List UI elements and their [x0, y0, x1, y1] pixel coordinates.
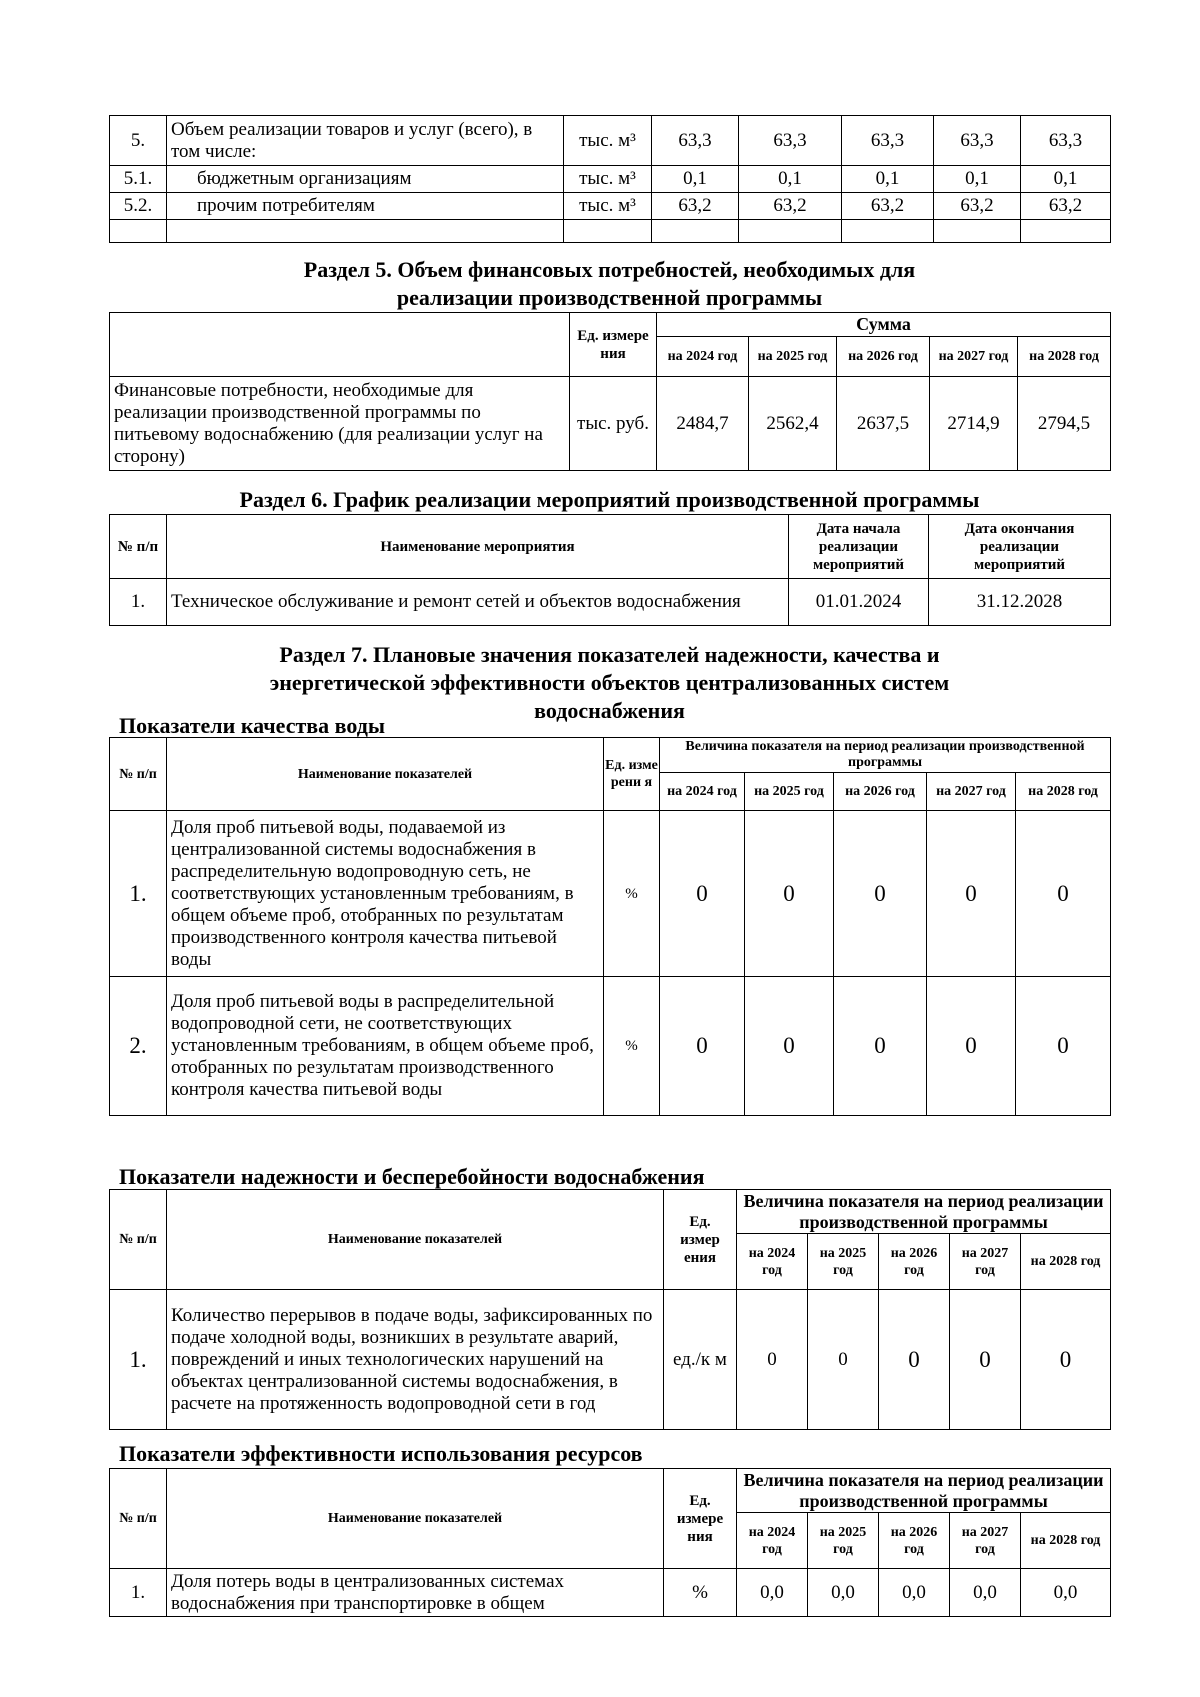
year-header: на 2025 год — [808, 1513, 879, 1569]
row-unit: тыс. руб. — [570, 377, 657, 471]
end-date: 31.12.2028 — [929, 579, 1111, 626]
table-header-row — [110, 738, 1111, 773]
value-cell: 0 — [879, 1290, 950, 1430]
row-unit: тыс. м³ — [564, 166, 652, 193]
unit-header: Ед. измер ения — [664, 1190, 737, 1290]
value-cell: 63,2 — [739, 193, 842, 220]
value-cell: 63,3 — [842, 116, 934, 166]
year-header: на 2027 год — [930, 337, 1018, 377]
end-date-header: Дата окончания реализации мероприятий — [929, 515, 1111, 579]
section-7-title: Раздел 7. Плановые значения показателей надежности, качества и энергетической эффективности объектов централизованных систем водоснабжения — [269, 642, 950, 723]
value-cell: 0,0 — [950, 1569, 1021, 1617]
table-row — [110, 811, 1111, 977]
value-cell: 0 — [745, 811, 834, 977]
table-header-row — [110, 313, 1111, 337]
year-header: на 2027 год — [950, 1234, 1021, 1290]
name-header: Наименование мероприятия — [167, 515, 789, 579]
row-name: Доля проб питьевой воды в распределительной водопроводной сети, не соответствующих установленным требованиям, в общем объеме проб, отобранных по результатам производственного контроля качества питьевой воды — [167, 977, 604, 1116]
value-header: Величина показателя на период реализации производственной программы — [737, 1190, 1111, 1234]
section-6-title: Раздел 6. График реализации мероприятий производственной программы — [239, 487, 980, 512]
value-cell: 2794,5 — [1018, 377, 1111, 471]
value-cell: 2714,9 — [930, 377, 1018, 471]
name-header: Наименование показателей — [167, 1190, 664, 1290]
year-header: на 2028 год — [1018, 337, 1111, 377]
year-header: на 2026 год — [837, 337, 930, 377]
row-number: 1. — [110, 579, 167, 626]
year-header: на 2028 год — [1021, 1513, 1111, 1569]
value-cell: 63,2 — [934, 193, 1021, 220]
table-header-row — [110, 1190, 1111, 1234]
year-header: на 2026 год — [834, 773, 927, 811]
row-number: 5.2. — [110, 193, 167, 220]
value-cell: 2637,5 — [837, 377, 930, 471]
year-header: на 2026 год — [879, 1513, 950, 1569]
row-unit: тыс. м³ — [564, 193, 652, 220]
value-cell: 63,2 — [1021, 193, 1111, 220]
value-cell: 0,1 — [739, 166, 842, 193]
row-name: Доля проб питьевой воды, подаваемой из централизованной системы водоснабжения в распределительную водопроводную сеть, не соответствующих установленным требованиям, в общем объеме проб, отобранных по результатам производственного контроля качества питьевой воды — [167, 811, 604, 977]
reliability-table — [109, 1189, 1111, 1430]
year-header: на 2027 год — [950, 1513, 1021, 1569]
reliability-title: Показатели надежности и бесперебойности водоснабжения — [119, 1164, 705, 1189]
table-row — [110, 166, 1111, 193]
value-cell: 0 — [808, 1290, 879, 1430]
row-name: Доля потерь воды в централизованных системах водоснабжения при транспортировке в общем — [167, 1569, 664, 1617]
year-header: на 2028 год — [1016, 773, 1111, 811]
row-name: Финансовые потребности, необходимые для реализации производственной программы по питьевому водоснабжению (для реализации услуг на сторону) — [110, 377, 570, 471]
value-cell: 63,3 — [652, 116, 739, 166]
value-cell: 0 — [660, 811, 745, 977]
row-number: 2. — [110, 977, 167, 1116]
value-cell: 0 — [834, 977, 927, 1116]
year-header: на 2024 год — [737, 1513, 808, 1569]
value-cell: 0 — [737, 1290, 808, 1430]
value-cell: 63,3 — [1021, 116, 1111, 166]
row-name: Количество перерывов в подаче воды, зафиксированных по подаче холодной воды, возникших в результате аварий, повреждений и иных технологических нарушений на объектах централизованной системы водоснабжения, в расчете на протяженность водопроводной сети в год — [167, 1290, 664, 1430]
year-header: на 2024 год — [660, 773, 745, 811]
year-header: на 2024 год — [657, 337, 749, 377]
value-header: Величина показателя на период реализации производственной программы — [737, 1469, 1111, 1513]
value-cell: 0,0 — [808, 1569, 879, 1617]
unit-header: Ед. изме рени я — [604, 738, 660, 811]
number-header: № п/п — [110, 1469, 167, 1569]
sum-header: Сумма — [657, 313, 1111, 337]
efficiency-table — [109, 1468, 1111, 1617]
value-cell: 2562,4 — [749, 377, 837, 471]
row-number: 1. — [110, 811, 167, 977]
quality-title: Показатели качества воды — [119, 713, 386, 738]
number-header: № п/п — [110, 515, 167, 579]
name-header: Наименование показателей — [167, 1469, 664, 1569]
table-header-row — [110, 1469, 1111, 1513]
value-cell: 0 — [927, 977, 1016, 1116]
value-cell: 63,3 — [739, 116, 842, 166]
year-header: на 2026 год — [879, 1234, 950, 1290]
value-cell: 0,0 — [1021, 1569, 1111, 1617]
row-unit: % — [604, 977, 660, 1116]
value-cell: 0,1 — [934, 166, 1021, 193]
value-cell: 0 — [834, 811, 927, 977]
table-row — [110, 1569, 1111, 1617]
year-header: на 2025 год — [749, 337, 837, 377]
value-header: Величина показателя на период реализации производственной программы — [660, 738, 1111, 773]
row-unit: тыс. м³ — [564, 116, 652, 166]
table-row — [110, 377, 1111, 471]
unit-header: Ед. измере ния — [664, 1469, 737, 1569]
value-cell: 63,3 — [934, 116, 1021, 166]
year-header: на 2024 год — [737, 1234, 808, 1290]
value-cell: 0 — [1016, 811, 1111, 977]
schedule-table — [109, 514, 1111, 626]
row-name: Техническое обслуживание и ремонт сетей и объектов водоснабжения — [167, 579, 789, 626]
row-number: 1. — [110, 1569, 167, 1617]
table-row-empty — [110, 220, 1111, 243]
row-number: 5.1. — [110, 166, 167, 193]
table-row — [110, 193, 1111, 220]
value-cell: 0,1 — [652, 166, 739, 193]
start-date-header: Дата начала реализации мероприятий — [789, 515, 929, 579]
number-header: № п/п — [110, 738, 167, 811]
row-name: бюджетным организациям — [167, 166, 564, 193]
value-cell: 0,1 — [1021, 166, 1111, 193]
efficiency-title: Показатели эффективности использования ресурсов — [119, 1441, 643, 1466]
value-cell: 0 — [927, 811, 1016, 977]
year-header: на 2025 год — [808, 1234, 879, 1290]
value-cell: 2484,7 — [657, 377, 749, 471]
value-cell: 0 — [745, 977, 834, 1116]
value-cell: 63,2 — [842, 193, 934, 220]
value-cell: 0 — [1016, 977, 1111, 1116]
row-name: Объем реализации товаров и услуг (всего), в том числе: — [167, 116, 564, 166]
table-row — [110, 1290, 1111, 1430]
row-unit: % — [664, 1569, 737, 1617]
section-5-title: Раздел 5. Объем финансовых потребностей, необходимых для реализации производственной программы — [303, 257, 916, 310]
value-cell: 0,0 — [737, 1569, 808, 1617]
year-header: на 2025 год — [745, 773, 834, 811]
value-cell: 0,1 — [842, 166, 934, 193]
row-number: 5. — [110, 116, 167, 166]
unit-header: Ед. измере ния — [570, 313, 657, 377]
table-row — [110, 579, 1111, 626]
value-cell: 63,2 — [652, 193, 739, 220]
table-row — [110, 116, 1111, 166]
year-header: на 2028 год — [1021, 1234, 1111, 1290]
value-cell: 0,0 — [879, 1569, 950, 1617]
financial-needs-table — [109, 312, 1111, 471]
row-unit: % — [604, 811, 660, 977]
water-quality-table — [109, 737, 1111, 1116]
start-date: 01.01.2024 — [789, 579, 929, 626]
row-name: прочим потребителям — [167, 193, 564, 220]
row-unit: ед./к м — [664, 1290, 737, 1430]
value-cell: 0 — [1021, 1290, 1111, 1430]
value-cell: 0 — [660, 977, 745, 1116]
row-number: 1. — [110, 1290, 167, 1430]
name-header: Наименование показателей — [167, 738, 604, 811]
year-header: на 2027 год — [927, 773, 1016, 811]
value-cell: 0 — [950, 1290, 1021, 1430]
sales-volume-table — [109, 115, 1111, 243]
table-header-row — [110, 515, 1111, 579]
number-header: № п/п — [110, 1190, 167, 1290]
table-row — [110, 977, 1111, 1116]
